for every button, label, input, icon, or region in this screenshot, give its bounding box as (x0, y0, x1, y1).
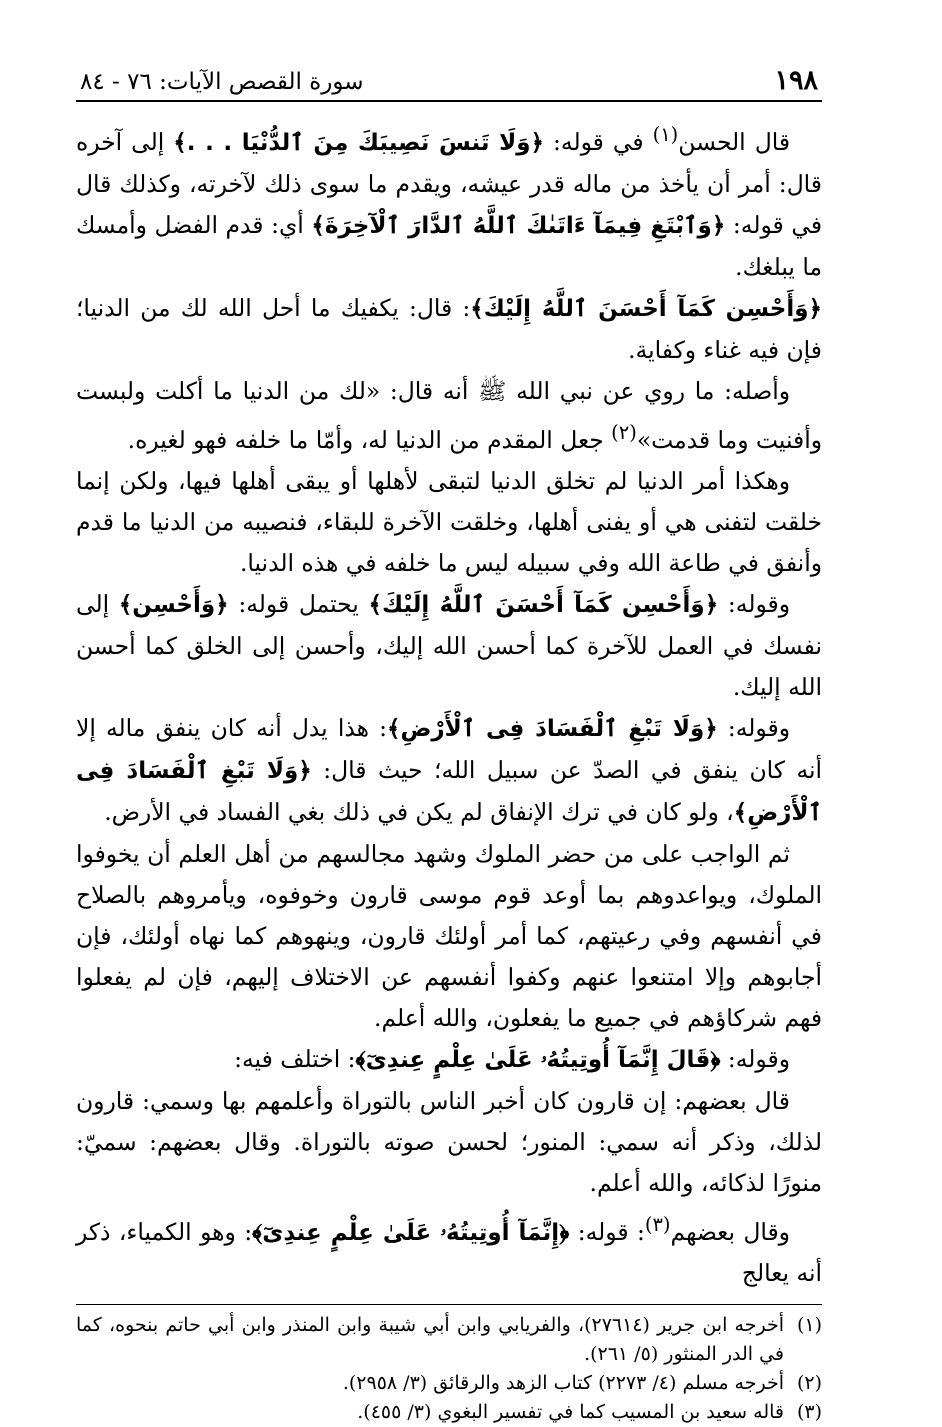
text-run: قال بعضهم: إن قارون كان أخبر الناس بالتوراة وأعلمهم بها وسمي: قارون لذلك، وذكر أنه سمي: المنور؛ لحسن صوته بالتوراة. وقال بعضهم: سميّ: منورًا لذكائه، والله أعلم. (76, 1086, 822, 1197)
paragraph (76, 584, 822, 708)
text-run: أي: قدم الفضل وأمسك ما يبلغك. (76, 210, 822, 281)
footnote-text: قاله سعيد بن المسيب كما في تفسير البغوي (٣/ ٤٥٥). (357, 1401, 784, 1424)
quran-quote: ﴿وَلَا تَبْغِ ٱلْفَسَادَ فِى ٱلْأَرْضِ﴾ (76, 757, 822, 826)
paragraph (76, 1204, 822, 1295)
footnote-separator (76, 1304, 822, 1305)
footnote-reference: (٢) (611, 420, 637, 444)
quran-quote: ﴿قَالَ إِنَّمَآ أُوتِيتُهُۥ عَلَىٰ عِلْمٍ عِندِىٓ﴾ (355, 1046, 721, 1073)
footnotes (76, 1311, 822, 1427)
text-run: : اختلف فيه: (234, 1044, 356, 1073)
running-title: سورة القصص الآيات: ٧٦ - ٨٤ (80, 69, 364, 95)
quran-quote: ﴿وَأَحْسِن كَمَآ أَحْسَنَ ٱللَّهُ إِلَيْكَ﴾ (368, 591, 719, 618)
quran-quote: ﴿وَٱبْتَغِ فِيمَآ ءَاتَىٰكَ ٱللَّهُ ٱلدَّارَ ٱلْآخِرَةَ﴾ (311, 212, 726, 239)
text-run: : قال: يكفيك ما أحل الله لك من الدنيا؛ فإن فيه غناء وكفاية. (76, 293, 822, 364)
footnote (76, 1311, 822, 1369)
text-run: : وهو الكمياء، ذكر أنه يعالج (76, 1217, 822, 1288)
paragraph (76, 708, 822, 834)
page-header (76, 58, 822, 100)
text-run: : هذا يدل أنه كان ينفق ماله إلا أنه كان ينفق في الصدّ عن سبيل الله؛ حيث قال: (76, 713, 823, 784)
footnote-number: (١) (796, 1314, 822, 1337)
text-run: إلى آخره قال: أمر أن يأخذ من ماله قدر عيشه، ويقدم ما سوى ذلك لآخرته، وكذلك قال في قوله: (76, 127, 822, 239)
text-run: وقوله: (718, 589, 791, 618)
body-text (76, 114, 822, 1294)
quran-quote: ﴿إِنَّمَآ أُوتِيتُهُۥ عَلَىٰ عِلْمٍ عِندِىٓ﴾ (252, 1219, 570, 1246)
quran-quote: ﴿وَأَحْسِن﴾ (118, 591, 229, 618)
text-run: وقال بعضهم (670, 1217, 790, 1246)
text-run: إلى نفسك في العمل للآخرة كما أحسن الله إليك، وأحسن إلى الخلق كما أحسن الله إليك. (76, 589, 822, 701)
text-run: : قوله: (569, 1217, 645, 1246)
footnote-reference: (٣) (644, 1212, 671, 1236)
footnote (76, 1398, 822, 1427)
text-run: ثم الواجب على من حضر الملوك وشهد مجالسهم من أهل العلم أن يخوفوا الملوك، ويواعدوهم بما أوعد قوم موسى قارون وخوفوه، ويأمروهم بالصلاح في أنفسهم وفي رعيتهم، كما أمر أولئك قارون، وينهوهم كما نهاه أولئك، فإن أجابوهم وإلا امتنعوا عنهم وكفوا أنفسهم عن الاختلاف إليهم، فإن لم يفعلوا فهم شركاؤهم في جميع ما يفعلون، والله أعلم. (76, 839, 822, 1032)
text-run: وقوله: (717, 713, 790, 742)
header-rule (76, 100, 822, 102)
page-number: ١٩٨ (774, 65, 818, 96)
text-run: ، ولو كان في ترك الإنفاق لم يكن في ذلك بغي الفساد في الأرض. (104, 797, 734, 826)
paragraph (76, 834, 822, 1039)
paragraph (76, 371, 822, 461)
text-run: يحتمل قوله: (228, 589, 369, 618)
footnote (76, 1369, 822, 1398)
text-run: وهكذا أمر الدنيا لم تخلق الدنيا لتبقى لأهلها أو يبقى أهلها فيها، ولكن إنما خلقت لتفنى هي أو يفنى أهلها، وخلقت الآخرة للبقاء، فنصيبه من الدنيا ما قدم وأنفق في طاعة الله وفي سبيله ليس ما خلفه في هذه الدنيا. (76, 466, 822, 577)
paragraph (76, 288, 822, 371)
text-run: قال الحسن (678, 127, 790, 156)
quran-quote: ﴿وَلَا تَنسَ نَصِيبَكَ مِنَ ٱلدُّنْيَا . . .﴾ (173, 129, 545, 156)
footnote-text: أخرجه مسلم (٤/ ٢٢٧٣) كتاب الزهد والرقائق (٣/ ٢٩٥٨). (342, 1372, 784, 1395)
footnote-text: أخرجه ابن جرير (٢٧٦١٤)، والفريابي وابن أبي شيبة وابن المنذر وابن أبي حاتم بنحوه، كما في الدر المنثور (٥/ ٢٦١). (76, 1314, 784, 1366)
book-page (76, 58, 823, 1424)
paragraph (76, 1039, 822, 1081)
paragraph (76, 1081, 822, 1204)
footnote-number: (٣) (796, 1401, 822, 1424)
footnote-number: (٢) (796, 1372, 822, 1395)
quran-quote: ﴿وَلَا تَبْغِ ٱلْفَسَادَ فِى ٱلْأَرْضِ﴾ (387, 715, 718, 742)
text-run: وأصله: ما روي عن نبي الله ﷺ أنه قال: «لك من الدنيا ما أكلت ولبست وأفنيت وما قدمت» (76, 376, 822, 454)
footnote-reference: (١) (652, 123, 679, 146)
quran-quote: ﴿وَأَحْسِن كَمَآ أَحْسَنَ ٱللَّهُ إِلَيْكَ﴾ (470, 295, 822, 322)
text-run: وقوله: (720, 1044, 790, 1073)
paragraph (76, 461, 822, 584)
text-run: جعل المقدم من الدنيا له، وأمّا ما خلفه فهو لغيره. (127, 425, 612, 454)
paragraph (76, 114, 822, 288)
text-run: في قوله: (544, 127, 653, 156)
